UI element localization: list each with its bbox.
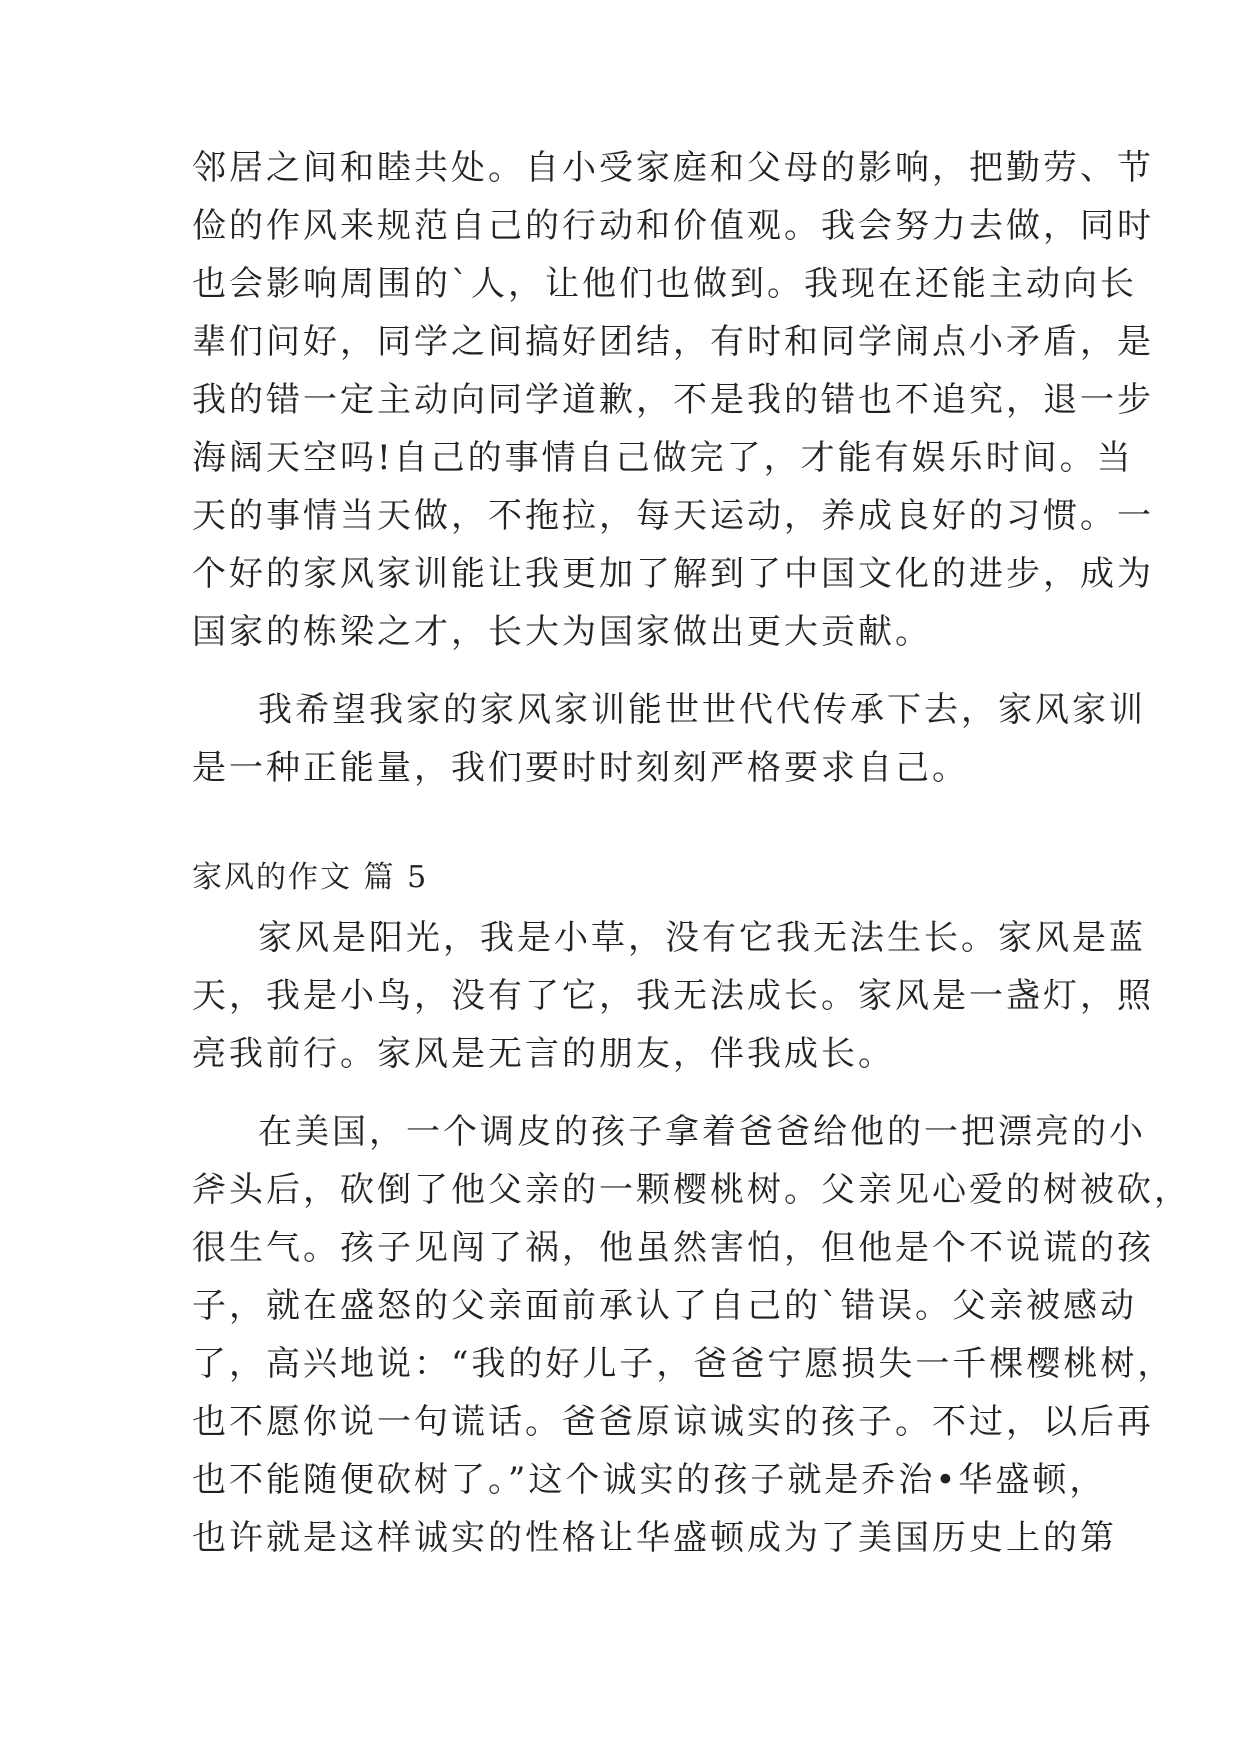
paragraph-line: 也许就是这样诚实的性格让华盛顿成为了美国历史上的第 — [192, 1518, 1117, 1558]
paragraph-line: 辈们问好，同学之间搞好团结，有时和同学闹点小矛盾，是 — [192, 322, 1154, 362]
paragraph-line: 个好的家风家训能让我更加了解到了中国文化的进步，成为 — [192, 554, 1154, 594]
paragraph-line: 我的错一定主动向同学道歉，不是我的错也不追究，退一步 — [192, 380, 1154, 420]
paragraph-line: 亮我前行。家风是无言的朋友，伴我成长。 — [192, 1034, 895, 1074]
paragraph-line: 我希望我家的家风家训能世世代代传承下去，家风家训 — [258, 690, 1146, 730]
paragraph-line: 俭的作风来规范自己的行动和价值观。我会努力去做，同时 — [192, 206, 1154, 246]
section-heading: 家风的作文 篇 5 — [192, 860, 429, 895]
paragraph-line: 子，就在盛怒的父亲面前承认了自己的`错误。父亲被感动 — [192, 1286, 1137, 1326]
paragraph-line: 家风是阳光，我是小草，没有它我无法生长。家风是蓝 — [258, 918, 1146, 958]
paragraph-line: 也会影响周围的`人，让他们也做到。我现在还能主动向长 — [192, 264, 1137, 304]
paragraph-line: 国家的栋梁之才，长大为国家做出更大贡献。 — [192, 612, 932, 652]
paragraph-line: 很生气。孩子见闯了祸，他虽然害怕，但他是个不说谎的孩 — [192, 1228, 1154, 1268]
paragraph-line: 天，我是小鸟，没有了它，我无法成长。家风是一盏灯，照 — [192, 976, 1154, 1016]
paragraph-line: 邻居之间和睦共处。自小受家庭和父母的影响，把勤劳、节 — [192, 148, 1154, 188]
paragraph-line: 是一种正能量，我们要时时刻刻严格要求自己。 — [192, 748, 969, 788]
paragraph-line: 海阔天空吗!自己的事情自己做完了，才能有娱乐时间。当 — [192, 438, 1134, 478]
paragraph-line: 也不愿你说一句谎话。爸爸原谅诚实的孩子。不过，以后再 — [192, 1402, 1154, 1442]
paragraph-line: 天的事情当天做，不拖拉，每天运动，养成良好的习惯。一 — [192, 496, 1154, 536]
paragraph-line: 也不能随便砍树了。”这个诚实的孩子就是乔治•华盛顿， — [192, 1460, 1107, 1500]
paragraph-line: 斧头后，砍倒了他父亲的一颗樱桃树。父亲见心爱的树被砍， — [192, 1170, 1191, 1210]
paragraph-line: 在美国，一个调皮的孩子拿着爸爸给他的一把漂亮的小 — [258, 1112, 1146, 1152]
paragraph-line: 了，高兴地说：“我的好儿子，爸爸宁愿损失一千棵樱桃树， — [192, 1344, 1175, 1384]
